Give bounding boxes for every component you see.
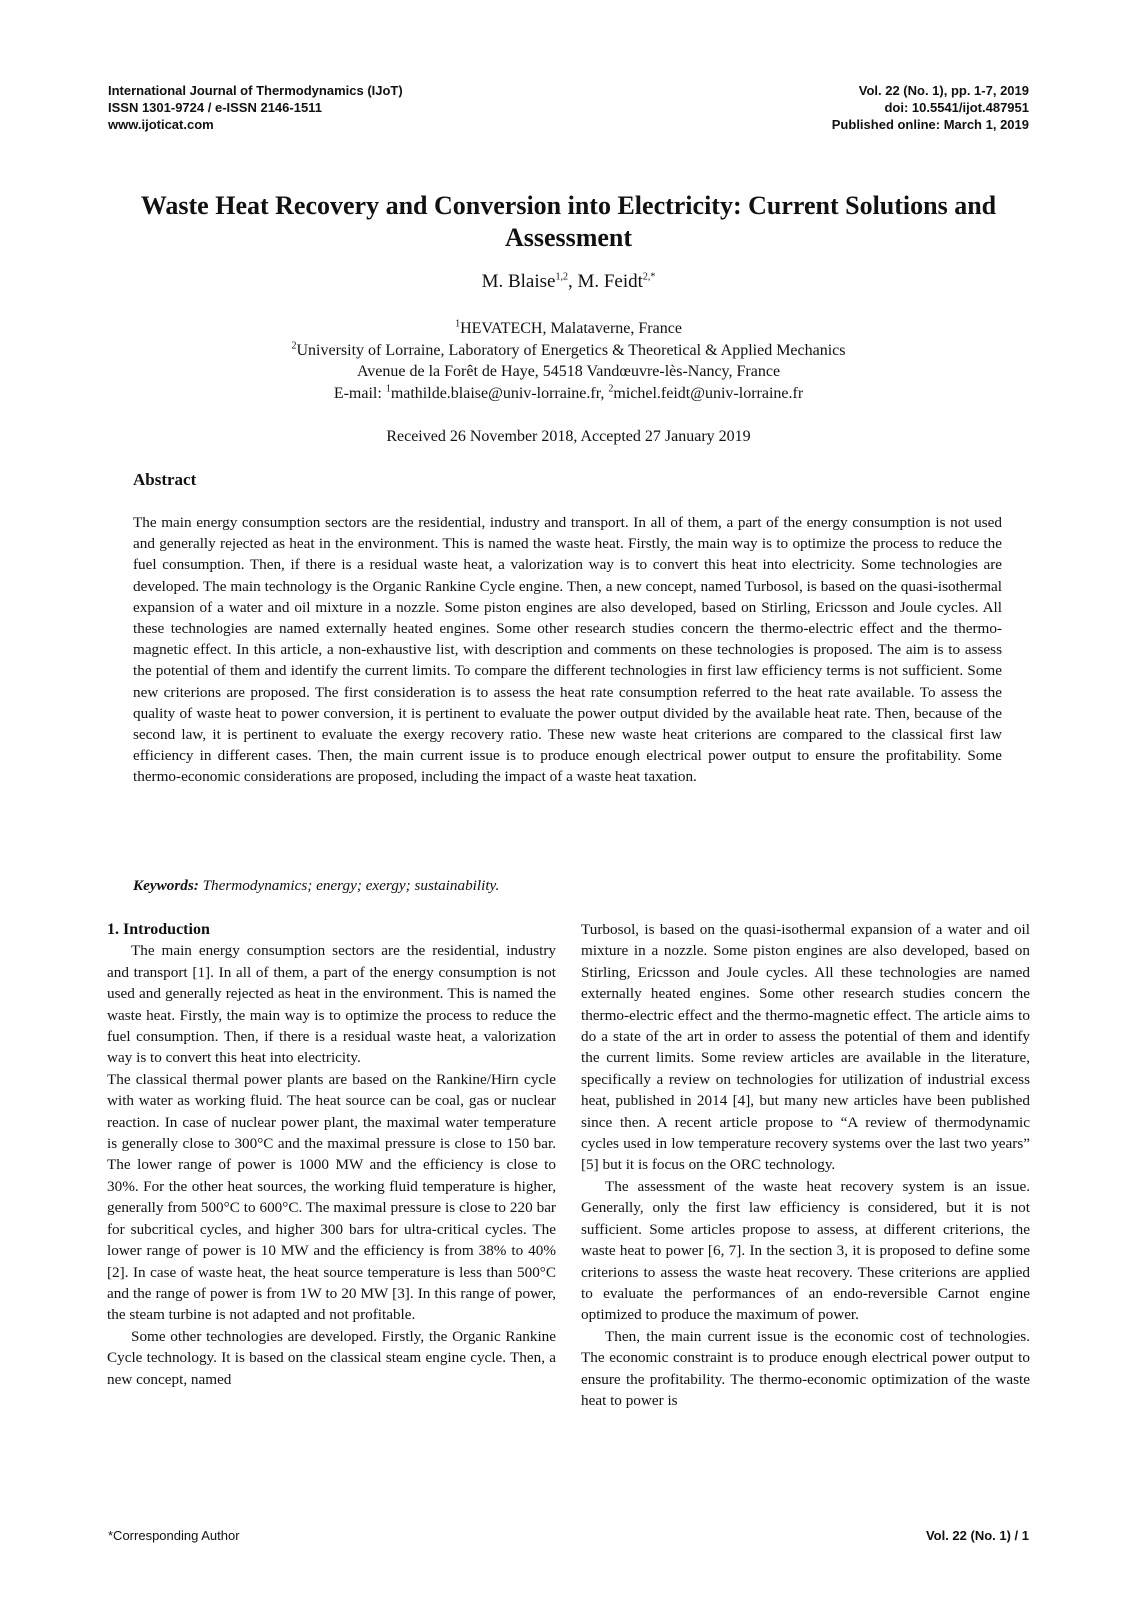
affiliation-2-text: University of Lorraine, Laboratory of Energetics & Theoretical & Applied Mechanics [296,341,846,359]
affiliation-1 [108,318,1029,340]
email-2-marker: 2 [608,383,614,395]
journal-published-date: Published online: March 1, 2019 [831,117,1029,132]
received-accepted-dates: Received 26 November 2018, Accepted 27 January 2019 [386,428,751,445]
journal-volume: Vol. 22 (No. 1), pp. 1-7, 2019 [858,83,1029,98]
journal-issn: ISSN 1301-9724 / e-ISSN 2146-1511 [108,100,322,115]
journal-name: International Journal of Thermodynamics (IJoT) [108,83,403,98]
paragraph: Then, the main current issue is the economic cost of technologies. The economic constraint is to produce enough electrical power output to ensure the profitability. The thermo-economic optimization of the waste heat to power is [581,1327,1030,1409]
abstract-heading: Abstract [133,470,197,489]
body-column-left [107,919,556,1390]
footer-page-info: Vol. 22 (No. 1) / 1 [925,1528,1029,1543]
journal-website: www.ijoticat.com [108,117,214,132]
footer-corresponding-author: *Corresponding Author [108,1528,240,1543]
journal-header-right [832,82,1029,133]
abstract-text: The main energy consumption sectors are the residential, industry and transport. In all of them, a part of the energy consumption is not used and generally rejected as heat in the environment. This is named the waste heat. Firstly, the main way is to optimize the process to reduce the fuel consumption. Then, if there is a residual waste heat, a valorization way is to convert this heat into electricity. Some technologies are developed. The main technology is the Organic Rankine Cycle engine. Then, a new concept, named Turbosol, is based on the quasi-isothermal expansion of a water and oil mixture in a nozzle. Some piston engines are also developed, based on Stirling, Ericsson and Joule cycles. All these technologies are named externally heated engines. Some other research studies concern the thermo-electric effect and the thermo-magnetic effect. In this article, a non-exhaustive list, with description and comments on these technologies is proposed. The aim is to assess the potential of them and identify the current limits. To compare the different technologies in first law efficiency terms is not sufficient. Some new criterions are proposed. The first consideration is to assess the heat rate consumption referred to the heat rate available. To assess the quality of waste heat to power conversion, it is pertinent to evaluate the power output divided by the available heat rate. Then, because of the second law, it is pertinent to evaluate the exergy recovery ratio. These new waste heat criterions are compared to the classical first law efficiency in different cases. Then, the main current issue is to produce enough electrical power output to ensure the profitability. Some thermo-economic considerations are proposed, including the impact of a waste heat taxation. [133,514,1002,786]
affiliation-2 [108,340,1029,362]
affiliation-address: Avenue de la Forêt de Haye, 54518 Vandœuvre-lès-Nancy, France [356,363,781,380]
affiliation-1-text: HEVATECH, Malataverne, France [460,320,682,337]
author-1: M. Blaise [481,271,556,292]
affiliation-2-marker: 2 [291,340,297,352]
affiliations [108,318,1029,404]
paragraph: The classical thermal power plants are based on the Rankine/Hirn cycle with water as working fluid. The heat source can be coal, gas or nuclear reaction. In case of nuclear power plant, the maximal water temperature is generally close to 300°C and the maximal pressure is close to 150 bar. The lower range of power is 1000 MW and the efficiency is close to 30%. For the other heat sources, the working fluid temperature is higher, generally from 500°C to 600°C. The maximal pressure is close to 220 bar for subcritical cycles, and higher 300 bars for ultra-critical cycles. The lower range of power is 10 MW and the efficiency is from 38% to 40% [2]. In case of waste heat, the heat source temperature is less than 500°C and the range of power is from 1W to 20 MW [3]. In this range of power, the steam turbine is not adapted and not profitable. [107,1070,556,1324]
email-2[interactable]: michel.feidt@univ-lorraine.fr [613,384,804,402]
email-1-marker: 1 [385,383,391,395]
section-heading-introduction: 1. Introduction [107,921,210,938]
journal-header-left [108,82,403,133]
body-column-right [581,919,1030,1411]
email-1[interactable]: mathilde.blaise@univ-lorraine.fr, [390,384,605,402]
contact-emails [108,383,1029,405]
author-2: M. Feidt [577,271,643,292]
paragraph: The assessment of the waste heat recovery system is an issue. Generally, only the first law efficiency is considered, but it is not sufficient. Some articles propose to assess, at different criterions, the waste heat to power [6, 7]. In the section 3, it is proposed to define some criterions to assess the waste heat recovery. These criterions are applied to evaluate the performances of an endo-reversible Carnot engine optimized to produce the maximum of power. [581,1177,1030,1324]
email-label: E-mail: [333,384,386,402]
paragraph: Turbosol, is based on the quasi-isothermal expansion of a water and oil mixture in a nozzle. Some piston engines are also developed, based on Stirling, Ericsson and Joule cycles. All these technologies are named externally heated engines. Some other research studies concern the thermo-electric effect and the thermo-magnetic effect. The article aims to do a state of the art in order to assess the potential of them and identify the current limits. Some review articles are available in the literature, specifically a review on technologies for utilization of industrial excess heat, published in 2014 [4], but many new articles have been published since then. A recent article propose to “A review of thermodynamic cycles used in low temperature recovery systems over the last two years” [5] but it is focus on the ORC technology. [581,921,1030,1174]
paragraph: Some other technologies are developed. Firstly, the Organic Rankine Cycle technology. It is based on the classical steam engine cycle. Then, a new concept, named [107,1327,556,1388]
keywords-label: Keywords: [133,877,199,894]
author-1-affiliation-marker: 1,2 [555,271,568,283]
keywords-text: Thermodynamics; energy; exergy; sustainability. [202,877,500,894]
paragraph: The main energy consumption sectors are the residential, industry and transport [1]. In all of them, a part of the energy consumption is not used and generally rejected as heat in the environment. This is named the waste heat. Firstly, the main way is to optimize the process to reduce the fuel consumption. Then, if there is a residual waste heat, a valorization way is to convert this heat into electricity. [107,942,556,1067]
affiliation-1-marker: 1 [455,318,461,330]
paper-title: Waste Heat Recovery and Conversion into Electricity: Current Solutions and Assessment [140,191,997,252]
author-2-affiliation-marker: 2,* [642,271,656,283]
journal-doi: doi: 10.5541/ijot.487951 [884,100,1029,115]
keywords [133,876,499,896]
author-list: M. Blaise$^{1,2}$, M. Feidt$^{2,*}$ [481,271,656,292]
